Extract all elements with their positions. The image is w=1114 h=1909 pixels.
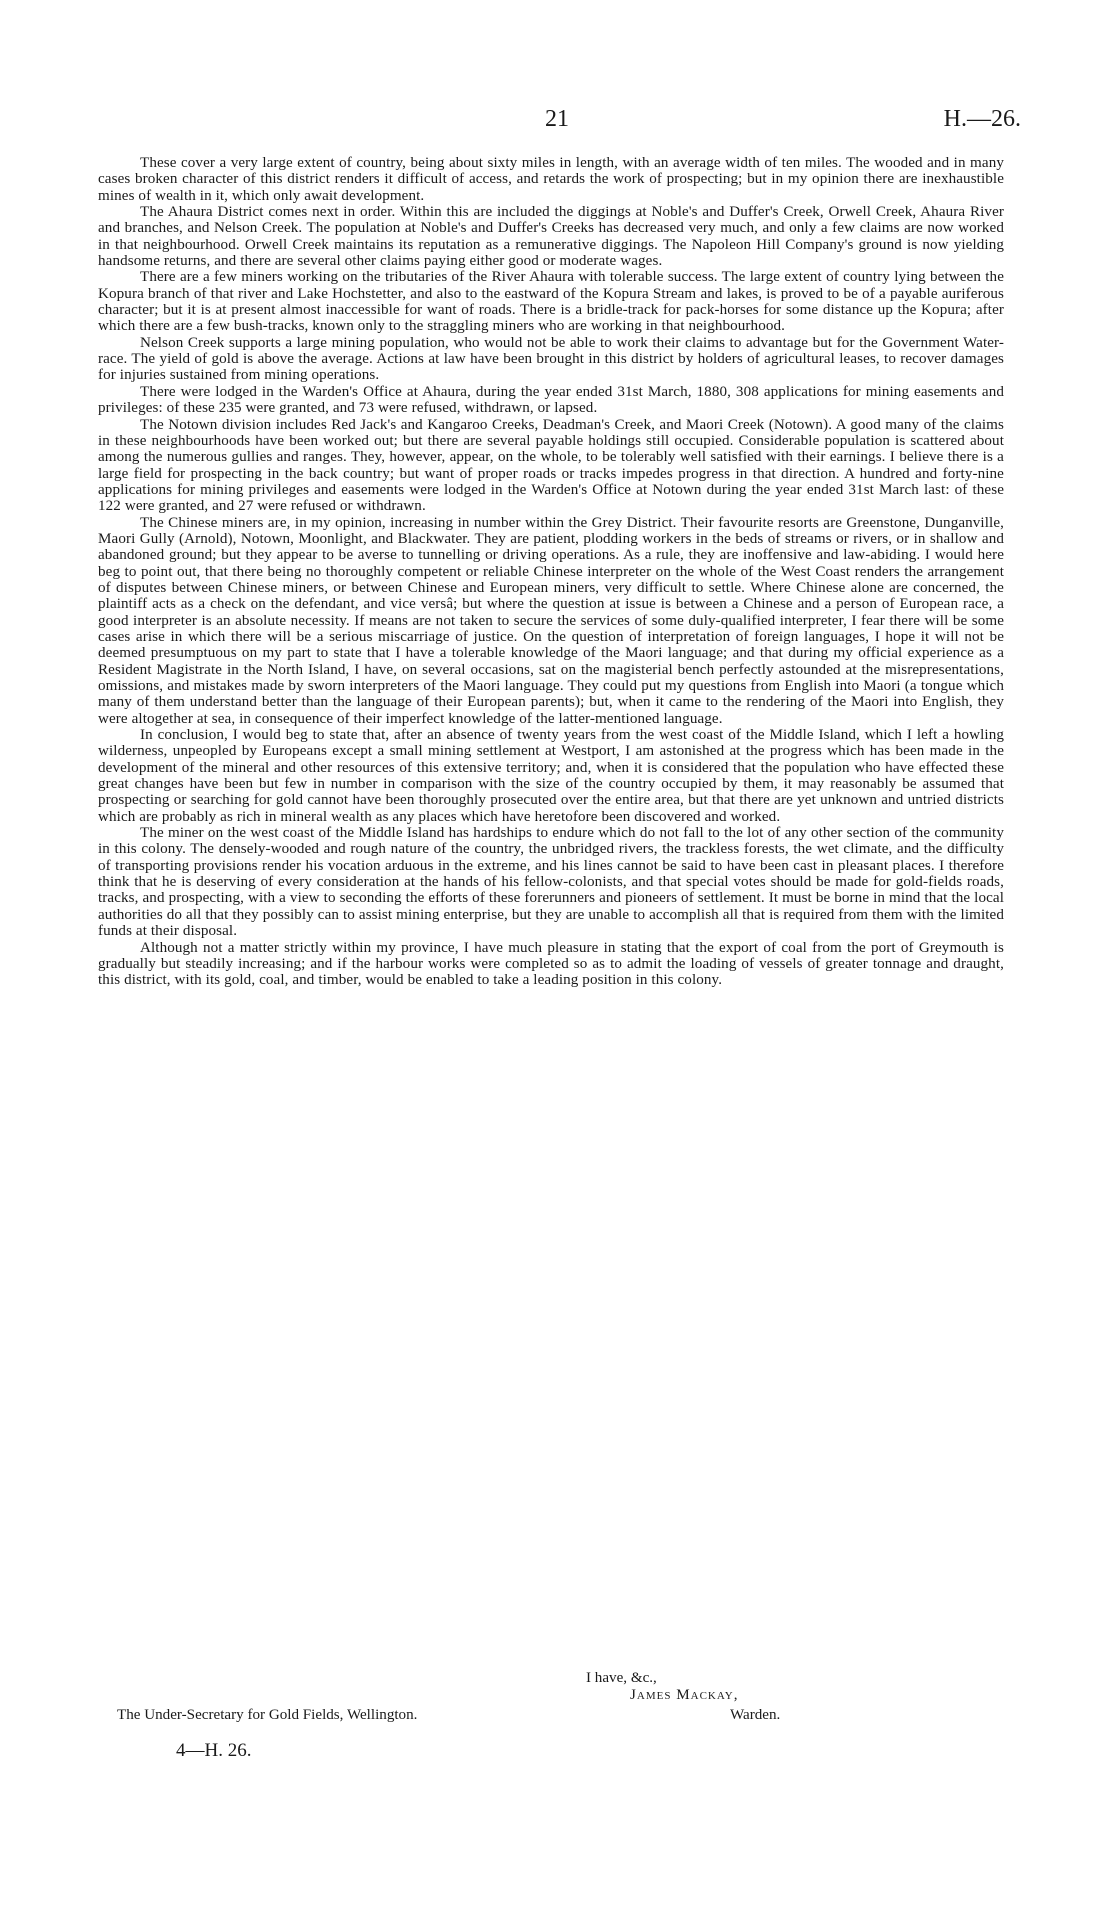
- paragraph-chinese-miners: The Chinese miners are, in my opinion, increasing in number within the Grey District. Their favourite resorts are Greenstone, Dunganville, Maori Gully (Arnold), Notown, Moonlight, and Blackwater. They are patient, plodding workers in the beds of streams or rivers, or in shallow and abandoned ground; but they appear to be averse to tunnelling or driving operations. As a rule, they are inoffensive and law-abiding. I would here beg to point out, that there being no thoroughly competent or reliable Chinese interpreter on the whole of the West Coast renders the arrangement of disputes between Chinese miners, or between Chinese and European miners, very difficult to settle. Where Chinese alone are concerned, the plaintiff acts as a check on the defendant, and vice versâ; but where the question at issue is between a Chinese and a person of European race, a good interpreter is an absolute necessity. If means are not taken to secure the services of some duly-qualified interpreter, I fear there will be some cases arise in which there will be a serious miscarriage of justice. On the question of interpretation of foreign languages, I hope it will not be deemed presumptuous on my part to state that I have a tolerable knowledge of the Maori language; and that during my official experience as a Resident Magistrate in the North Island, I have, on several occasions, sat on the magisterial bench perfectly astounded at the misrepresentations, omissions, and mistakes made by sworn interpreters of the Maori language. They could put my questions from English into Maori (a tongue which many of them understand better than the language of their European parents); but, when it came to the rendering of the Maori into English, they were altogether at sea, in consequence of their imperfect knowledge of the latter-mentioned language.: [98, 514, 1004, 727]
- paragraph-mining-district: These cover a very large extent of country, being about sixty miles in length, with an average width of ten miles. The wooded and in many cases broken character of this district renders it difficult of access, and retards the work of prospecting; but in my opinion there are inexhaustible mines of wealth in it, which only await development.: [98, 155, 1004, 204]
- paragraph-conclusion: In conclusion, I would beg to state that, after an absence of twenty years from the west coast of the Middle Island, which I left a howling wilderness, unpeopled by Europeans except a small mining settlement at Westport, I am astonished at the progress which has been made in the development of the mineral and other resources of this extensive territory; and, when it is considered that the population who have effected these great changes have been but few in number in comparison with the size of the country occupied by them, it may reasonably be assumed that prospecting or searching for gold cannot have been thoroughly prosecuted over the entire area, but that there are yet unknown and untried districts which are probably as rich in mineral wealth as any places which have heretofore been discovered and worked.: [98, 727, 1004, 825]
- addressee: The Under-Secretary for Gold Fields, Wellington.: [117, 1707, 418, 1723]
- footer-reference: 4—H. 26.: [176, 1740, 252, 1761]
- page-number: 21: [545, 106, 569, 132]
- paragraph-coal-export: Although not a matter strictly within my province, I have much pleasure in stating that the export of coal from the port of Greymouth is gradually but steadily increasing; and if the harbour works were completed so as to admit the loading of vessels of greater tonnage and draught, this district, with its gold, coal, and timber, would be enabled to take a leading position in this colony.: [98, 939, 1004, 989]
- paragraph-ahaura-tributaries: There are a few miners working on the tributaries of the River Ahaura with tolerable success. The large extent of country lying between the Kopura branch of that river and Lake Hochstetter, and also to the eastward of the Kopura Stream and lakes, is proved to be of a payable auriferous character; but it is at present almost inaccessible for want of roads. There is a bridle-track for pack-horses for some distance up the Kopura; after which there are a few bush-tracks, known only to the straggling miners who are working in that neighbourhood.: [98, 269, 1004, 335]
- paragraph-ahaura-applications: There were lodged in the Warden's Office at Ahaura, during the year ended 31st March, 1880, 308 applications for mining easements and privileges: of these 235 were granted, and 73 were refused, withdrawn, or lapsed.: [98, 383, 1004, 417]
- paragraph-ahaura-district: The Ahaura District comes next in order. Within this are included the diggings at Noble's and Duffer's Creek, Orwell Creek, Ahaura River and branches, and Nelson Creek. The population at Noble's and Duffer's Creeks has decreased very much, and only a few claims are now worked in that neighbourhood. Orwell Creek maintains its reputation as a remunerative diggings. The Napoleon Hill Company's ground is now yielding handsome returns, and there are several other claims paying either good or moderate wages.: [98, 204, 1004, 270]
- document-reference: H.—26.: [943, 106, 1021, 132]
- report-body: [98, 155, 1004, 989]
- paragraph-nelson-creek: Nelson Creek supports a large mining population, who would not be able to work their claims to advantage but for the Government Water-race. The yield of gold is above the average. Actions at law have been brought in this district by holders of agricultural leases, to recover damages for injuries sustained from mining operations.: [98, 334, 1004, 384]
- salutation: I have, &c.,: [586, 1670, 657, 1686]
- signature: James Mackay,: [630, 1687, 739, 1703]
- signatory-title: Warden.: [730, 1707, 781, 1723]
- paragraph-miner-hardships: The miner on the west coast of the Middle Island has hardships to endure which do not fall to the lot of any other section of the community in this colony. The densely-wooded and rough nature of the country, the unbridged rivers, the trackless forests, the wet climate, and the difficulty of transporting provisions render his vocation arduous in the extreme, and his lines cannot be said to have been cast in pleasant places. I therefore think that he is deserving of every consideration at the hands of his fellow-colonists, and that special votes should be made for gold-fields roads, tracks, and prospecting, with a view to seconding the efforts of these forerunners and pioneers of settlement. It must be borne in mind that the local authorities do all that they possibly can to assist mining enterprise, but they are unable to accomplish all that is required from them with the limited funds at their disposal.: [98, 825, 1004, 940]
- paragraph-notown-division: The Notown division includes Red Jack's and Kangaroo Creeks, Deadman's Creek, and Maori Creek (Notown). A good many of the claims in these neighbourhoods have been worked out; but there are several payable holdings still occupied. Considerable population is scattered about among the numerous gullies and ranges. They, however, appear, on the whole, to be tolerably well satisfied with their earnings. I believe there is a large field for prospecting in the back country; but want of proper roads or tracks impedes progress in that direction. A hundred and forty-nine applications for mining privileges and easements were lodged in the Warden's Office at Notown during the year ended 31st March last: of these 122 were granted, and 27 were refused or withdrawn.: [98, 416, 1004, 515]
